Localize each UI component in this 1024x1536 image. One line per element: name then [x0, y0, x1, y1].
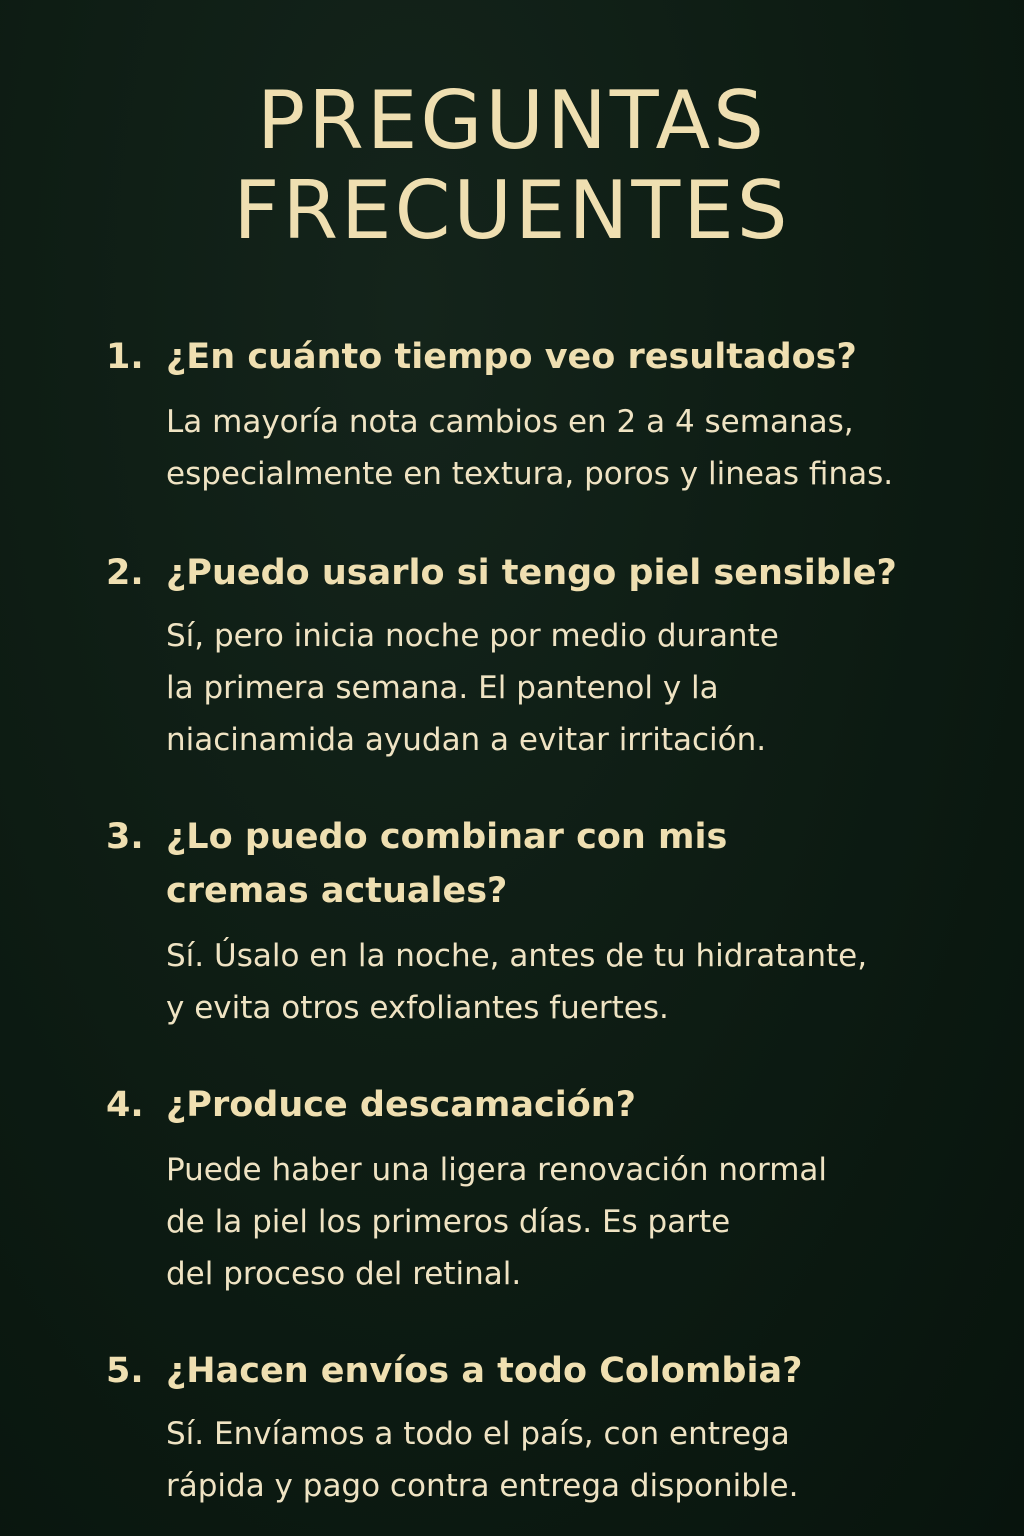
- faq-number: 2.: [106, 553, 144, 593]
- page-title-line-2: FRECUENTES: [233, 164, 791, 257]
- faq-question: ¿Produce descamación?: [166, 1085, 636, 1125]
- faq-number: 5.: [106, 1351, 144, 1391]
- faq-answer: Sí. Envíamos a todo el país, con entrega rápida y pago contra entrega disponible.: [166, 1416, 799, 1504]
- faq-answer: Sí, pero inicia noche por medio durante la primera semana. El pantenol y la niacinamida ayudan a evitar irritación.: [166, 618, 779, 758]
- faq-answer: Puede haber una ligera renovación normal de la piel los primeros días. Es parte del proceso del retinal.: [166, 1152, 828, 1292]
- faq-number: 3.: [106, 817, 144, 857]
- faq-number: 1.: [106, 337, 144, 377]
- faq-question: ¿Puedo usarlo si tengo piel sensible?: [166, 553, 897, 593]
- faq-number: 4.: [106, 1085, 144, 1125]
- faq-answer: La mayoría nota cambios en 2 a 4 semanas, especialmente en textura, poros y lineas finas.: [166, 404, 894, 492]
- page-title-line-1: PREGUNTAS: [257, 74, 767, 167]
- faq-answer: Sí. Úsalo en la noche, antes de tu hidratante, y evita otros exfoliantes fuertes.: [166, 938, 868, 1026]
- faq-question: ¿Lo puedo combinar con mis cremas actuales?: [166, 817, 728, 911]
- faq-question: ¿En cuánto tiempo veo resultados?: [166, 337, 857, 377]
- faq-question: ¿Hacen envíos a todo Colombia?: [166, 1351, 803, 1391]
